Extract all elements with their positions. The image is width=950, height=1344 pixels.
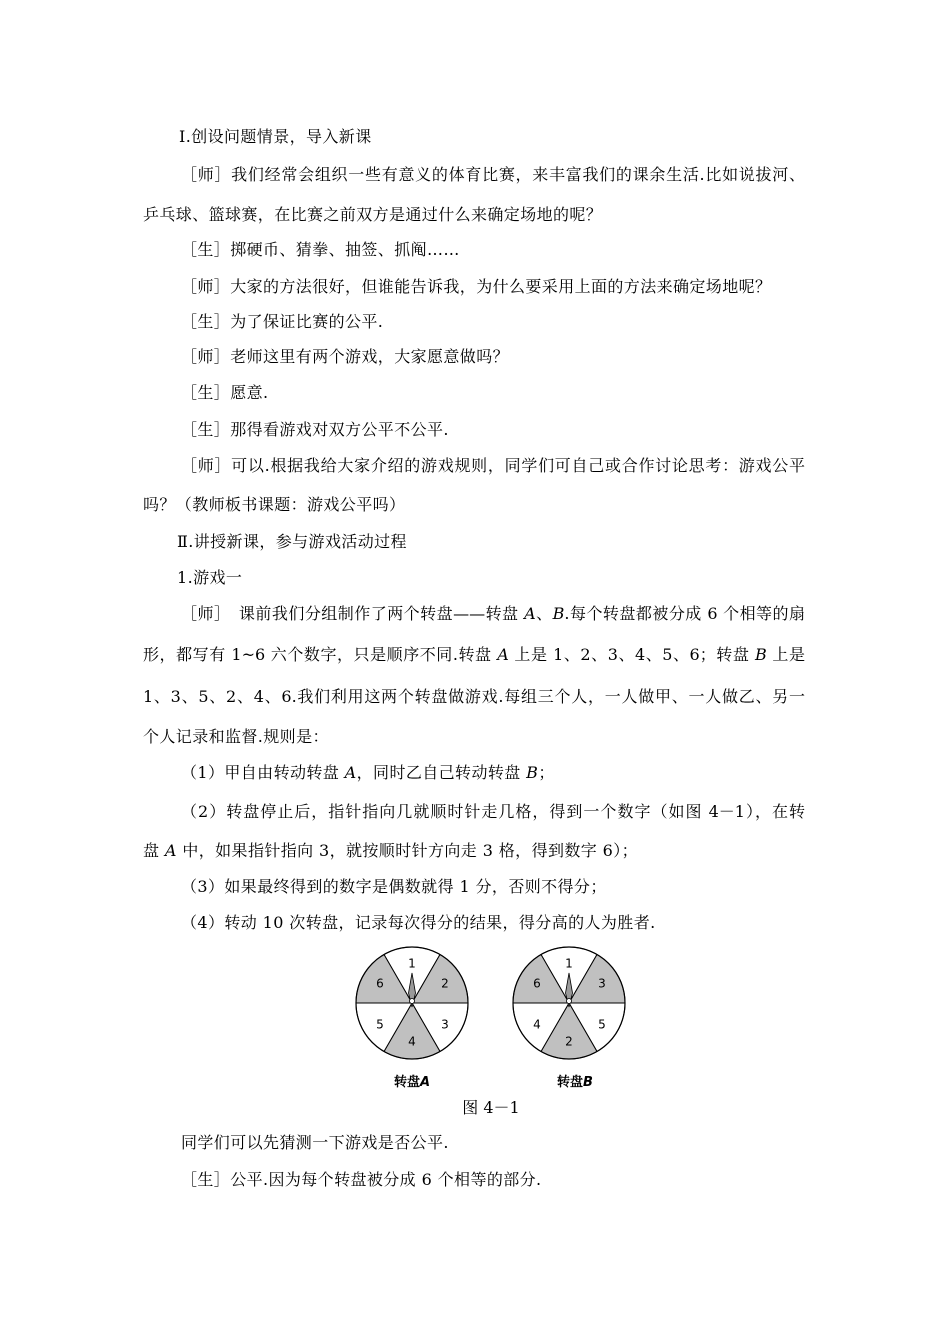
pointer-hub-icon xyxy=(567,999,572,1004)
spinner-b-number: 4 xyxy=(533,1017,541,1032)
spinner-a-number: 2 xyxy=(441,976,449,991)
spinner-b-number: 6 xyxy=(533,976,541,991)
spinner-letter: A xyxy=(497,645,509,664)
label-text: 转盘 xyxy=(393,1075,420,1090)
spinner-b-number: 1 xyxy=(565,956,573,971)
paragraph-line: 个人记录和监督.规则是： xyxy=(143,727,329,746)
spinner-a-label xyxy=(372,1074,452,1092)
paragraph-line: ［师］大家的方法很好，但谁能告诉我，为什么要采用上面的方法来确定场地呢？ xyxy=(181,277,772,296)
text-segment: 盘 xyxy=(143,841,165,860)
spinner-letter: B xyxy=(552,604,565,623)
paragraph-line xyxy=(143,645,805,665)
section-heading-2: Ⅱ.讲授新课，参与游戏活动过程 xyxy=(177,532,407,551)
label-letter: B xyxy=(583,1075,593,1090)
text-segment: 中，如果指针指向 3，就按顺时针方向走 3 格，得到数字 6）； xyxy=(176,841,639,860)
spinner-b-number: 2 xyxy=(565,1034,573,1049)
paragraph-line: ［师］老师这里有两个游戏，大家愿意做吗？ xyxy=(181,347,510,366)
text-segment: 形，都写有 1~6 六个数字，只是顺序不同.转盘 xyxy=(143,645,498,664)
paragraph-line: ［师］我们经常会组织一些有意义的体育比赛，来丰富我们的课余生活.比如说拔河、 xyxy=(181,165,805,184)
paragraph-line: ［生］愿意. xyxy=(181,383,269,402)
spinner-b-number: 5 xyxy=(598,1017,606,1032)
spinner-letter: A xyxy=(344,763,357,782)
rule-item-4: （4）转动 10 次转盘，记录每次得分的结果，得分高的人为胜者. xyxy=(181,913,656,932)
rule-item-3: （3）如果最终得到的数字是偶数就得 1 分，否则不得分； xyxy=(181,877,607,896)
text-segment: 、 xyxy=(535,604,553,623)
paragraph-line: ［生］为了保证比赛的公平. xyxy=(181,312,384,331)
text-segment: ； xyxy=(538,763,555,782)
text-segment: ，同时乙自己转动转盘 xyxy=(356,763,527,782)
section-heading-1: Ⅰ.创设问题情景，导入新课 xyxy=(179,127,372,146)
spinner-a-number: 1 xyxy=(408,956,416,971)
text-segment: 上是 xyxy=(766,645,805,664)
rule-item-2: （2）转盘停止后，指针指向几就顺时针走几格，得到一个数字（如图 4－1），在转 xyxy=(181,802,805,821)
subsection-heading: 1.游戏一 xyxy=(177,568,243,587)
paragraph-line: 1、3、5、2、4、6.我们利用这两个转盘做游戏.每组三个人，一人做甲、一人做乙、另一 xyxy=(143,687,805,706)
spinner-a-number: 3 xyxy=(441,1017,449,1032)
spinner-letter: B xyxy=(526,763,539,782)
text-segment: 上是 1、2、3、4、5、6；转盘 xyxy=(508,645,756,664)
pointer-hub-icon xyxy=(410,999,415,1004)
spinner-a-number: 4 xyxy=(408,1034,416,1049)
text-segment: .每个转盘都被分成 6 个相等的扇 xyxy=(564,604,805,623)
spinner-b-number: 3 xyxy=(598,976,606,991)
spinner-b-label xyxy=(535,1074,615,1092)
text-segment: ［师］ 课前我们分组制作了两个转盘——转盘 xyxy=(181,604,525,623)
spinner-letter: B xyxy=(755,645,767,664)
paragraph-line: 同学们可以先猜测一下游戏是否公平. xyxy=(181,1133,449,1152)
label-text: 转盘 xyxy=(557,1075,584,1090)
paragraph-line: ［生］掷硬币、猜拳、抽签、抓阄…… xyxy=(181,240,460,259)
paragraph-line: 吗？（教师板书课题：游戏公平吗） xyxy=(143,495,406,514)
paragraph-line: ［生］那得看游戏对双方公平不公平. xyxy=(181,420,449,439)
paragraph-line: ［生］公平.因为每个转盘被分成 6 个相等的部分. xyxy=(181,1170,542,1189)
text-segment: （1）甲自由转动转盘 xyxy=(181,763,345,782)
paragraph-line: ［师］可以.根据我给大家介绍的游戏规则，同学们可自己或合作讨论思考：游戏公平 xyxy=(181,456,805,475)
spinner-a-number: 6 xyxy=(376,976,384,991)
spinner-letter: A xyxy=(524,604,536,623)
spinner-a-number: 5 xyxy=(376,1017,384,1032)
figure-caption: 图 4－1 xyxy=(462,1098,520,1117)
spinner-a-diagram xyxy=(352,943,472,1063)
paragraph-line xyxy=(143,841,638,861)
spinner-letter: A xyxy=(164,841,177,860)
label-letter: A xyxy=(419,1075,431,1090)
rule-item-1 xyxy=(181,763,555,783)
paragraph-line: 乒乓球、篮球赛，在比赛之前双方是通过什么来确定场地的呢？ xyxy=(143,205,603,224)
paragraph-line xyxy=(181,604,805,624)
spinner-b-diagram xyxy=(509,943,629,1063)
